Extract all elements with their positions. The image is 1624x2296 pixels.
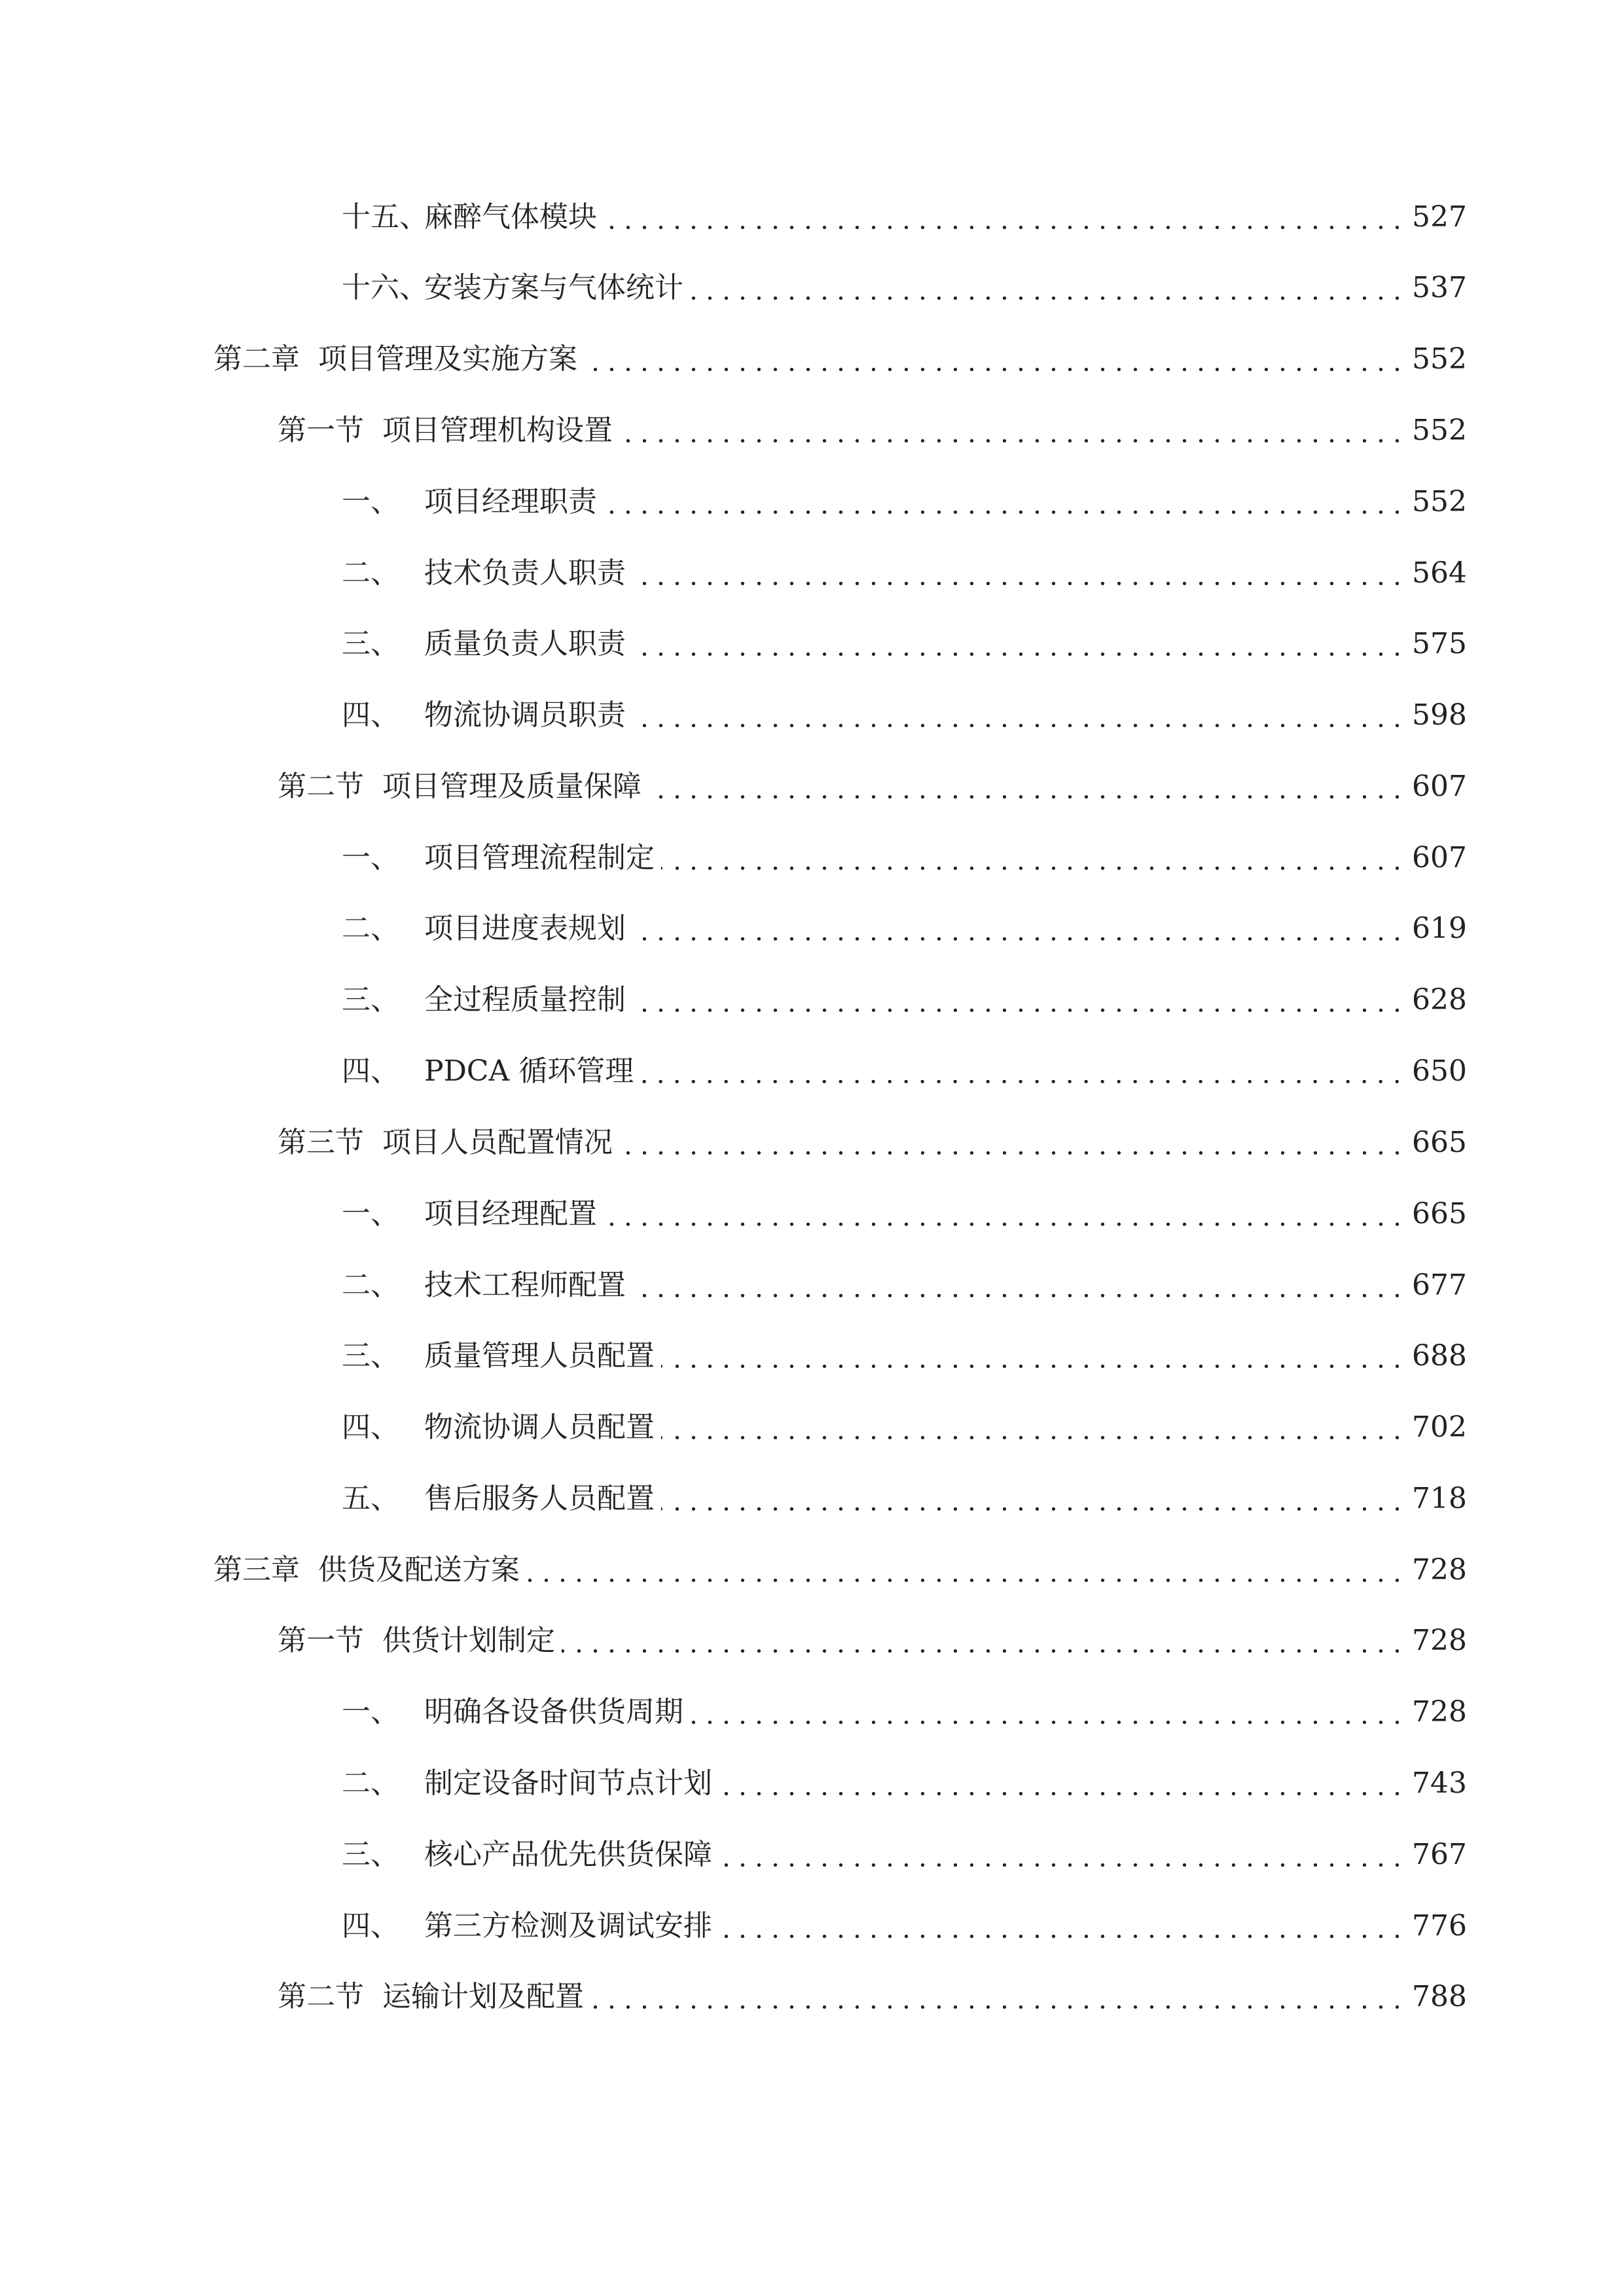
toc-entry [342,1903,1467,1949]
dot-leader [562,1618,1405,1664]
toc-entry-number: 四、 [342,1909,399,1943]
toc-entry-page: 788 [1412,1980,1467,2013]
toc-entry-page: 598 [1412,698,1467,732]
dot-leader [632,621,1405,667]
toc-entry-page: 552 [1412,342,1467,376]
toc-entry [342,1049,1467,1094]
dot-leader [690,265,1405,311]
toc-entry-page: 767 [1412,1838,1467,1871]
toc-entry-title: 项目经理职责 [424,485,597,518]
toc-entry [213,1547,1467,1593]
toc-entry-page: 650 [1412,1054,1467,1088]
toc-entry-title: 项目管理机构设置 [382,414,613,447]
dot-leader [632,692,1405,738]
toc-entry [342,479,1467,525]
toc-entry-number: 十五、 [342,200,428,234]
toc-entry-page: 537 [1412,271,1467,304]
toc-entry-page: 702 [1412,1410,1467,1444]
toc-entry-title: 全过程质量控制 [424,983,626,1016]
toc-entry-page: 527 [1412,200,1467,234]
toc-entry-number: 十六、 [342,271,428,304]
toc-entry-title: 明确各设备供货周期 [424,1695,683,1729]
toc-entry-page: 665 [1412,1197,1467,1230]
toc-entry-title: 项目管理及质量保障 [382,770,641,803]
toc-entry-title: 质量负责人职责 [424,627,626,660]
toc-entry-title: 供货计划制定 [382,1624,555,1657]
toc-entry-page: 552 [1412,414,1467,447]
toc-entry-number: 二、 [342,556,399,590]
dot-leader [661,1476,1405,1522]
toc-entry-title: 项目进度表规划 [424,912,626,945]
toc-entry [342,1405,1467,1450]
dot-leader [604,479,1405,525]
toc-entry [342,265,1467,311]
dot-leader [526,1547,1405,1593]
dot-leader [584,336,1405,382]
toc-entry-page: 607 [1412,770,1467,803]
dot-leader [719,1761,1405,1806]
toc-entry [278,408,1467,454]
toc-entry-number: 第一节 [278,414,364,447]
toc-entry-title: 安装方案与气体统计 [424,271,683,304]
toc-entry-number: 第三章 [213,1553,300,1587]
toc-entry-title: 售后服务人员配置 [424,1482,655,1515]
toc-entry-number: 一、 [342,841,399,874]
toc-entry-page: 628 [1412,983,1467,1016]
dot-leader [690,1689,1405,1735]
toc-entry-title: 核心产品优先供货保障 [424,1838,712,1871]
toc-entry [342,1191,1467,1237]
dot-leader [719,1903,1405,1949]
toc-entry-title: 项目经理配置 [424,1197,597,1230]
toc-entry [342,1689,1467,1735]
toc-entry-number: 第三节 [278,1126,364,1159]
toc-entry-number: 一、 [342,1197,399,1230]
toc-entry [342,621,1467,667]
toc-entry-number: 第二章 [213,342,300,376]
toc-entry-title: 物流协调员职责 [424,698,626,732]
toc-entry [342,1832,1467,1878]
toc-entry-number: 三、 [342,1339,399,1372]
dot-leader [604,1191,1405,1237]
toc-entry [278,1618,1467,1664]
toc-entry-page: 575 [1412,627,1467,660]
toc-entry [342,906,1467,952]
toc-entry-title: 技术工程师配置 [424,1268,626,1302]
toc-entry-page: 619 [1412,912,1467,945]
toc-entry-number: 四、 [342,698,399,732]
toc-entry-page: 743 [1412,1767,1467,1800]
toc-entry-page: 776 [1412,1909,1467,1943]
dot-leader [632,977,1405,1023]
toc-entry-number: 三、 [342,983,399,1016]
toc-entry-title: 项目管理流程制定 [424,841,655,874]
toc-entry [342,1333,1467,1379]
dot-leader [590,1974,1405,2020]
toc-entry-page: 607 [1412,841,1467,874]
dot-leader [661,1405,1405,1450]
toc-entry-page: 677 [1412,1268,1467,1302]
toc-entry [342,1263,1467,1308]
toc-entry-title: 项目人员配置情况 [382,1126,613,1159]
toc-entry [342,977,1467,1023]
toc-entry-number: 第二节 [278,1980,364,2013]
toc-entry-page: 718 [1412,1482,1467,1515]
toc-entry-title: 技术负责人职责 [424,556,626,590]
toc-entry [278,764,1467,810]
toc-entry-number: 二、 [342,1268,399,1302]
toc-entry-number: 四、 [342,1410,399,1444]
toc-entry-title: 物流协调人员配置 [424,1410,655,1444]
dot-leader [632,550,1405,596]
dot-leader [640,1049,1405,1094]
toc-entry-number: 一、 [342,1695,399,1729]
toc-entry [342,194,1467,240]
dot-leader [661,835,1405,881]
toc-entry-page: 564 [1412,556,1467,590]
toc-entry-number: 三、 [342,1838,399,1871]
dot-leader [619,408,1405,454]
toc-entry-page: 552 [1412,485,1467,518]
toc-entry-number: 第一节 [278,1624,364,1657]
toc-entry-title: 制定设备时间节点计划 [424,1767,712,1800]
toc-entry-page: 728 [1412,1553,1467,1587]
toc-entry-title: 质量管理人员配置 [424,1339,655,1372]
toc-entry-title: 供货及配送方案 [318,1553,520,1587]
dot-leader [632,906,1405,952]
toc-entry [342,1476,1467,1522]
toc-entry-page: 665 [1412,1126,1467,1159]
toc-entry-number: 二、 [342,1767,399,1800]
toc-entry-number: 一、 [342,485,399,518]
dot-leader [604,194,1405,240]
toc-entry-title: 第三方检测及调试安排 [424,1909,712,1943]
toc-entry-page: 688 [1412,1339,1467,1372]
toc-entry-number: 五、 [342,1482,399,1515]
toc-entry [342,1761,1467,1806]
toc-entry [342,692,1467,738]
dot-leader [661,1333,1405,1379]
dot-leader [648,764,1405,810]
toc-entry [342,835,1467,881]
toc-entry [278,1974,1467,2020]
dot-leader [632,1263,1405,1308]
toc-entry-page: 728 [1412,1695,1467,1729]
toc-entry-title: 项目管理及实施方案 [318,342,577,376]
toc-entry-title: 麻醉气体模块 [424,200,597,234]
toc-entry-title: 运输计划及配置 [382,1980,584,2013]
dot-leader [719,1832,1405,1878]
toc-entry [278,1120,1467,1166]
toc-entry [342,550,1467,596]
toc-entry-page: 728 [1412,1624,1467,1657]
toc-entry-number: 四、 [342,1054,399,1088]
toc-entry-number: 三、 [342,627,399,660]
toc-entry-number: 二、 [342,912,399,945]
toc-entry-title: PDCA 循环管理 [424,1054,634,1088]
toc-entry [213,336,1467,382]
toc-entry-number: 第二节 [278,770,364,803]
dot-leader [619,1120,1405,1166]
